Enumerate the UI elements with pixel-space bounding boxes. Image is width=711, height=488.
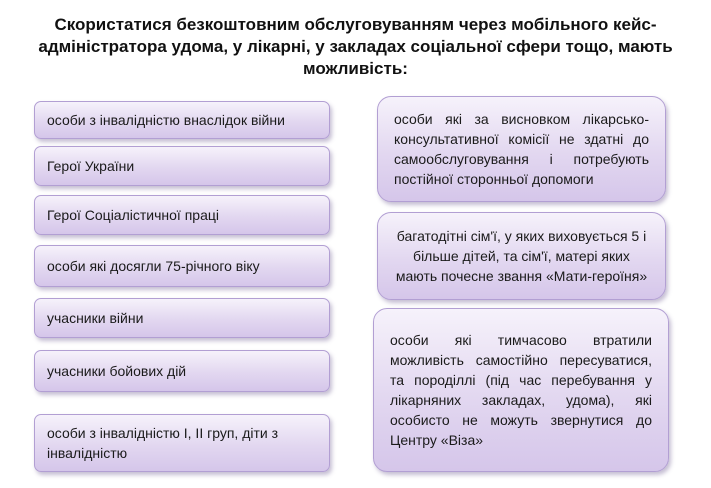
category-box-war-participants	[34, 298, 330, 338]
category-label: особи з інвалідністю I, II груп, діти з інвалідністю	[47, 425, 279, 461]
category-box-war-disability	[34, 101, 330, 139]
category-box-heroes-labor	[34, 195, 330, 235]
category-label: багатодітні сім'ї, у яких виховується 5 і більше дітей, та сім'ї, матері яких мають почесне звання «Мати-героїня»	[395, 228, 648, 284]
category-label: Герої України	[47, 158, 135, 174]
category-box-heroes-ukraine	[34, 146, 330, 186]
category-box-medical-commission	[377, 96, 666, 202]
category-box-temporary-mobility	[373, 308, 669, 472]
page-title: Скористатися безкоштовним обслуговуванням через мобільного кейс-адміністратора удома, у лікарні, у закладах соціальної сфери тощо, мають можливість:	[38, 15, 673, 78]
category-label: учасники війни	[47, 310, 144, 326]
category-label: учасники бойових дій	[47, 363, 187, 379]
category-box-age-75	[34, 245, 330, 287]
category-box-disability-groups	[34, 414, 330, 472]
category-label: особи з інвалідністю внаслідок війни	[47, 112, 285, 128]
category-label: особи які за висновком лікарсько-консультативної комісії не здатні до самообслуговування і потребують постійної сторонньої допомоги	[394, 111, 649, 187]
category-box-large-families	[377, 212, 666, 300]
category-label: особи які досягли 75-річного віку	[47, 258, 260, 274]
category-label: Герої Соціалістичної праці	[47, 207, 219, 223]
category-box-combat-participants	[34, 350, 330, 392]
category-label: особи які тимчасово втратили можливість самостійно пересуватися, та породіллі (під час перебування у лікарняних закладах, удома), які особисто не можуть звернутися до Центру «Віза»	[390, 332, 652, 448]
